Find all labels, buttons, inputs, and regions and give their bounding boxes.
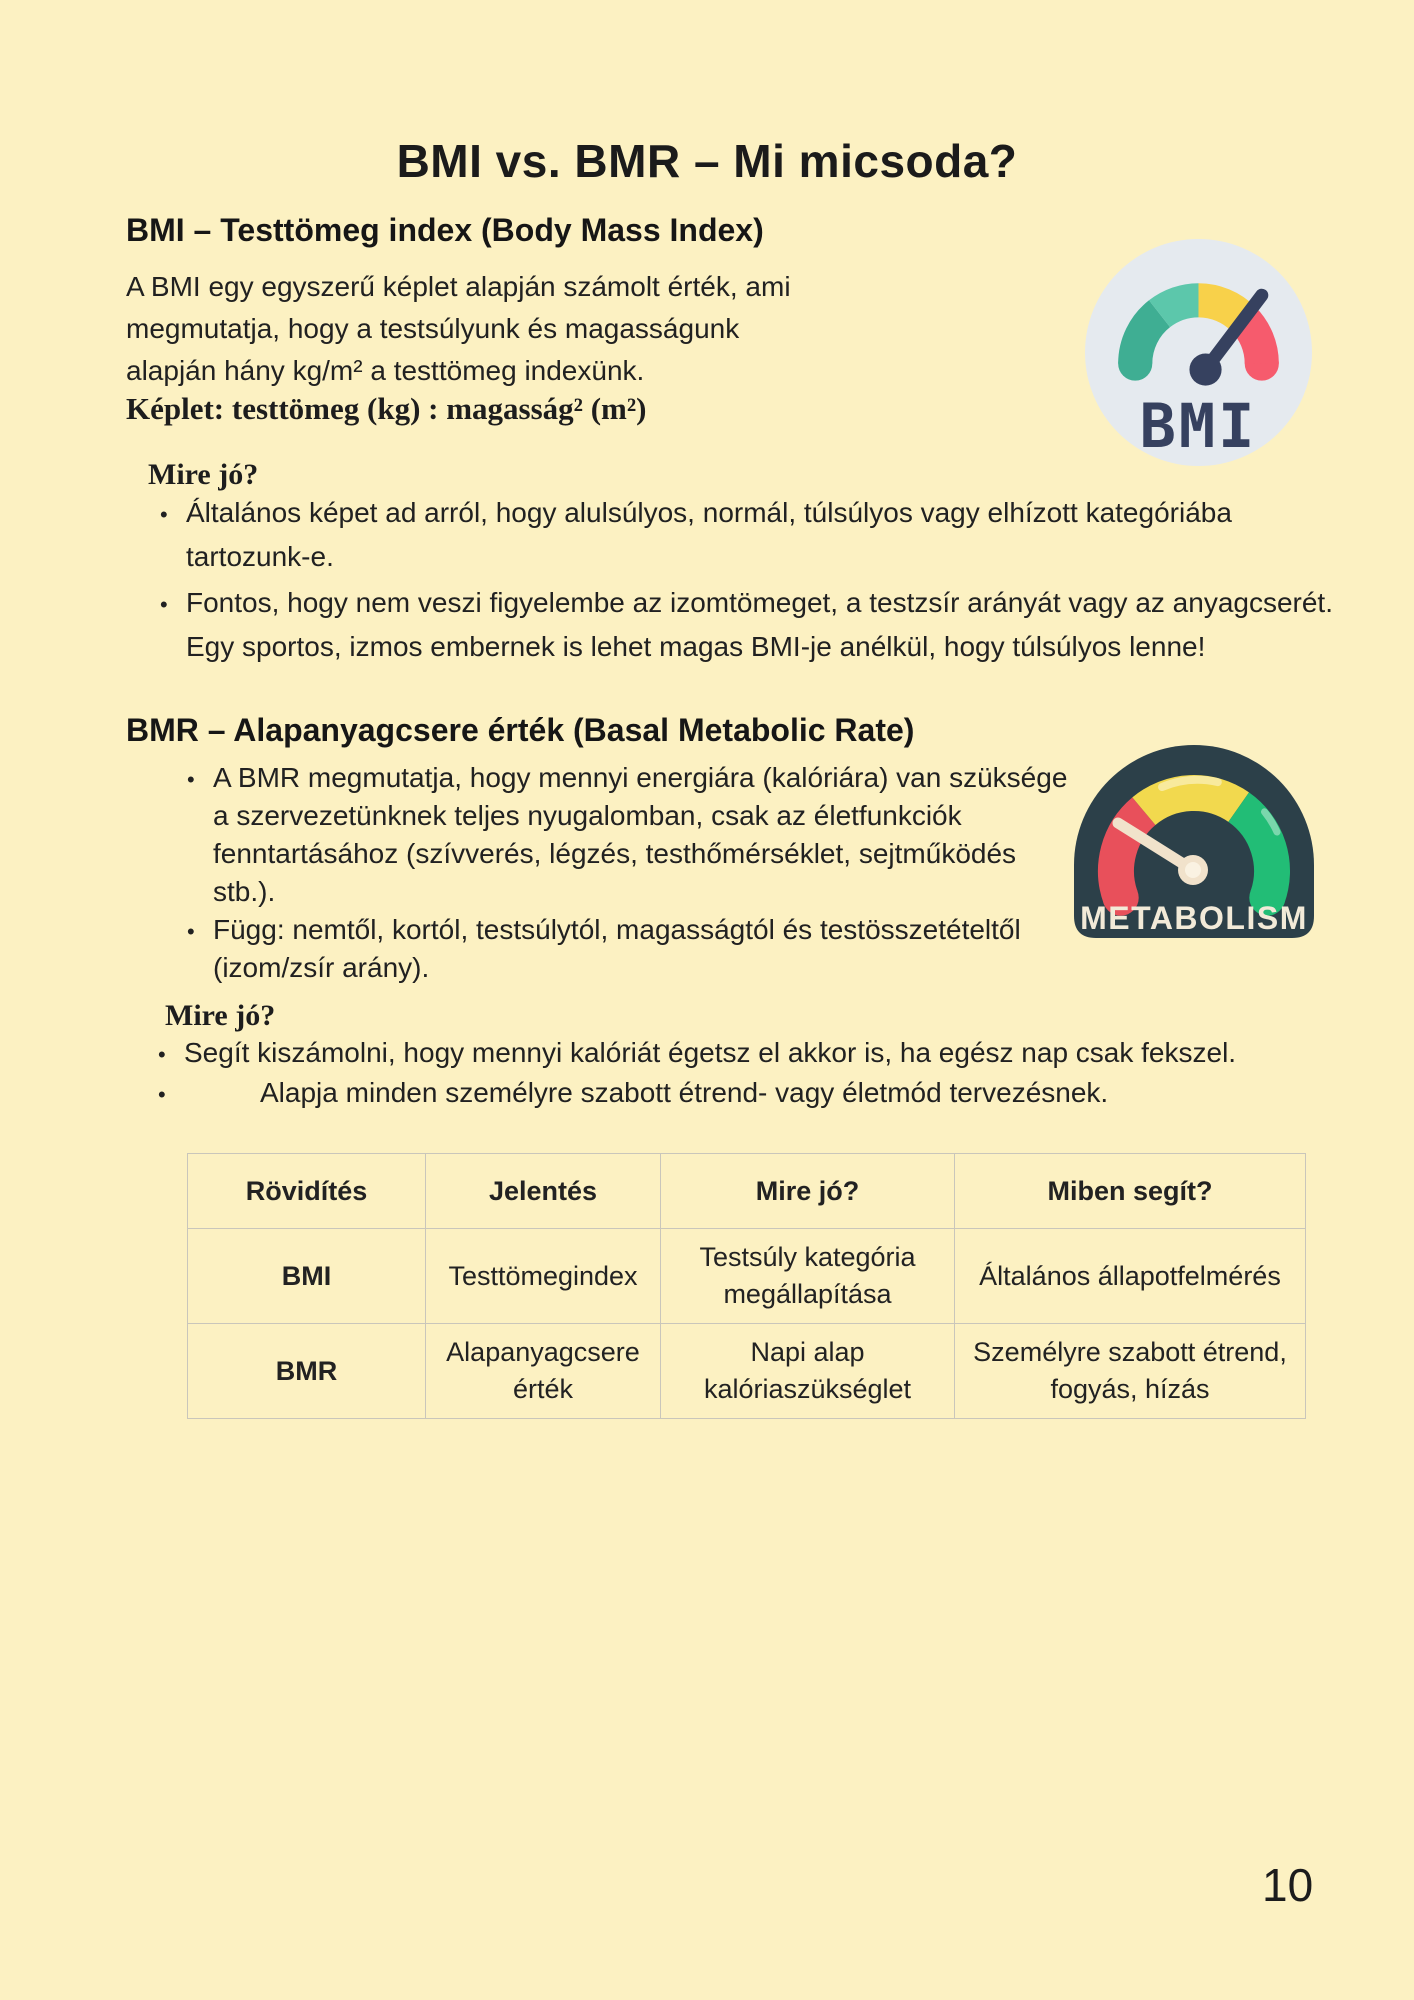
bmi-intro-paragraph: A BMI egy egyszerű képlet alapján számolt érték, ami megmutatja, hogy a testsúlyunk és magasságunk alapján hány kg/m² a testtömeg indexünk. xyxy=(126,271,791,386)
bmi-bullet-list xyxy=(158,491,1351,671)
table-header-row xyxy=(188,1154,1306,1229)
bmi-gauge-label: BMI xyxy=(1139,391,1258,462)
bmi-section-heading: BMI – Testtömeg index (Body Mass Index) xyxy=(126,212,764,248)
table-row xyxy=(188,1229,1306,1324)
bmr-benefit-list xyxy=(156,1033,1349,1113)
metabolism-gauge-icon xyxy=(1062,733,1326,950)
gauge-segment-yellow xyxy=(1199,300,1244,319)
table-cell: Általános állapotfelmérés xyxy=(955,1229,1306,1324)
list-item: • Függ: nemtől, kortól, testsúlytól, magasságtól és testösszetételtől (izom/zsír arány). xyxy=(213,911,1113,987)
list-item: • Általános képet ad arról, hogy alulsúlyos, normál, túlsúlyos vagy elhízott kategóriába tartozunk-e. xyxy=(186,491,1351,579)
table-cell: Napi alap kalóriaszükséglet xyxy=(661,1324,955,1419)
metabolism-gauge-graphic xyxy=(1062,733,1326,950)
bmi-subheading: Mire jó? xyxy=(148,458,259,491)
gauge-segment-light-green xyxy=(1160,300,1199,313)
column-header: Mire jó? xyxy=(661,1154,955,1229)
table-cell: BMR xyxy=(188,1324,426,1419)
page-number: 10 xyxy=(1262,1859,1314,1911)
table-cell: Alapanyagcsere érték xyxy=(426,1324,661,1419)
gauge-segment-yellow xyxy=(1144,793,1239,811)
list-item: • A BMR megmutatja, hogy mennyi energiára (kalóriára) van szüksége a szervezetünknek teljes nyugalomban, csak az életfunkciók fenntartásához (szívverés, légzés, testhőmérséklet, sejtműködés stb.). xyxy=(213,759,1075,911)
table-cell: BMI xyxy=(188,1229,426,1324)
table-cell: Személyre szabott étrend, fogyás, hízás xyxy=(955,1324,1306,1419)
column-header: Rövidítés xyxy=(188,1154,426,1229)
list-item: • Segít kiszámolni, hogy mennyi kalóriát égetsz el akkor is, ha egész nap csak fekszel. xyxy=(184,1033,1349,1073)
bmi-gauge-graphic xyxy=(1085,239,1312,466)
column-header: Jelentés xyxy=(426,1154,661,1229)
column-header: Miben segít? xyxy=(955,1154,1306,1229)
table-cell: Testsúly kategória megállapítása xyxy=(661,1229,955,1324)
bmr-section-heading: BMR – Alapanyagcsere érték (Basal Metabolic Rate) xyxy=(126,712,915,748)
gauge-needle-hub-center xyxy=(1185,862,1201,878)
list-item: • Alapja minden személyre szabott étrend- vagy életmód tervezésnek. xyxy=(184,1073,1349,1113)
page-title: BMI vs. BMR – Mi micsoda? xyxy=(396,135,1018,187)
bmr-subheading: Mire jó? xyxy=(165,999,276,1032)
bmi-gauge-icon xyxy=(1085,239,1312,466)
table-cell: Testtömegindex xyxy=(426,1229,661,1324)
comparison-table xyxy=(187,1153,1306,1419)
metabolism-gauge-label: METABOLISM xyxy=(1080,900,1308,936)
bmi-formula: Képlet: testtömeg (kg) : magasság² (m²) xyxy=(126,391,647,426)
bmr-bullet-list xyxy=(185,759,1113,987)
gauge-needle-hub xyxy=(1189,354,1221,386)
table-row xyxy=(188,1324,1306,1419)
list-item: • Fontos, hogy nem veszi figyelembe az izomtömeget, a testzsír arányát vagy az anyagcserét. Egy sportos, izmos embernek is lehet magas BMI-je anélkül, hogy túlsúlyos lenne! xyxy=(186,581,1351,669)
